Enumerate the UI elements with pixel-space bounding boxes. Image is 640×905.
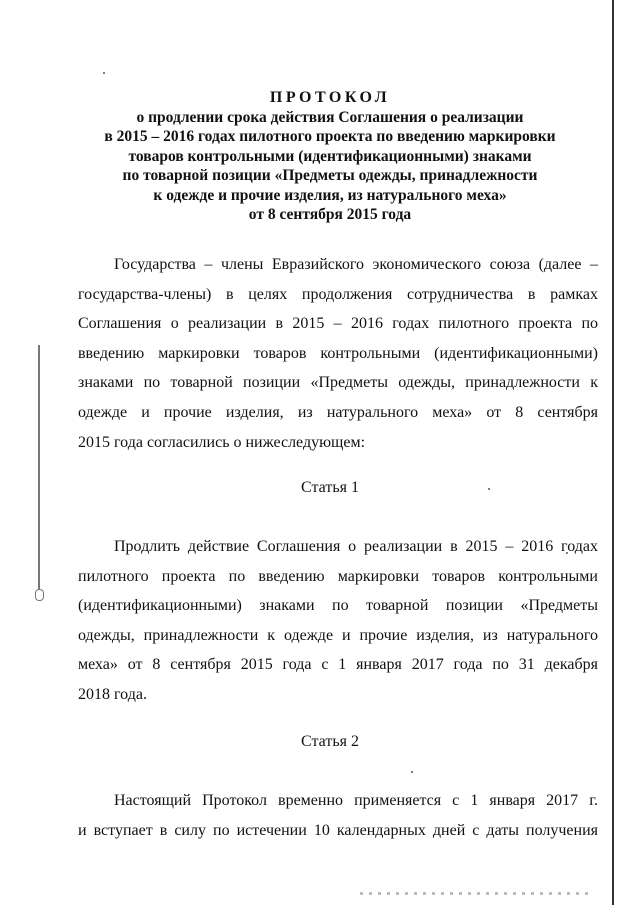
paragraph-line: пилотного проекта по введению маркировки товаров контрольными: [78, 567, 598, 585]
paragraph-line: государства-члены) в целях продолжения сотрудничества в рамках: [78, 285, 598, 303]
scan-speck: [103, 72, 105, 74]
paragraph-line: Продлить действие Соглашения о реализации в 2015 – 2016 годах: [114, 538, 598, 555]
paragraph-line: 2018 года.: [78, 685, 147, 703]
paragraph-line: одежде и прочие изделия, из натурального меха» от 8 сентября: [78, 403, 598, 421]
paragraph-line: Государства – члены Евразийского экономического союза (далее –: [114, 256, 598, 273]
paragraph-line: Настоящий Протокол временно применяется с 1 января 2017 г.: [114, 792, 598, 809]
paragraph-line: и вступает в силу по истечении 10 календарных дней с даты получения: [78, 821, 598, 839]
title-line: в 2015 – 2016 годах пилотного проекта по введению маркировки: [104, 128, 556, 145]
paragraph-line: Соглашения о реализации в 2015 – 2016 годах пилотного проекта по: [78, 315, 598, 333]
paragraph-line: знаками по товарной позиции «Предметы одежды, принадлежности к: [78, 374, 598, 392]
article-1-heading: Статья 1: [301, 479, 359, 496]
article-2-heading: Статья 2: [301, 733, 359, 750]
title-line: по товарной позиции «Предметы одежды, принадлежности: [122, 167, 538, 184]
article-2-paragraph: [78, 786, 598, 845]
paragraph-line: меха» от 8 сентября 2015 года с 1 января 2017 года по 31 декабря: [78, 656, 598, 674]
paragraph-line: 2015 года согласились о нижеследующем:: [78, 433, 366, 451]
document-title: [70, 88, 590, 225]
binding-mark: [38, 345, 40, 595]
page-edge-line: [612, 0, 614, 905]
title-line: товаров контрольными (идентификационными) знаками: [128, 147, 532, 165]
paragraph-line: (идентификационными) знаками по товарной позиции «Предметы: [78, 597, 598, 615]
scan-speck: [411, 771, 413, 773]
title-line: о продлении срока действия Соглашения о реализации: [136, 108, 524, 126]
document-heading: ПРОТОКОЛ: [269, 89, 391, 106]
title-line: к одежде и прочие изделия, из натурального меха»: [153, 186, 507, 204]
paragraph-line: одежды, принадлежности к одежде и прочие изделия, из натурального: [78, 626, 598, 644]
scan-noise: [360, 892, 590, 895]
article-1-paragraph: [78, 532, 598, 710]
paragraph-line: введению маркировки товаров контрольными (идентификационными): [78, 344, 598, 362]
preamble-paragraph: [78, 250, 598, 457]
title-line: от 8 сентября 2015 года: [248, 206, 412, 223]
